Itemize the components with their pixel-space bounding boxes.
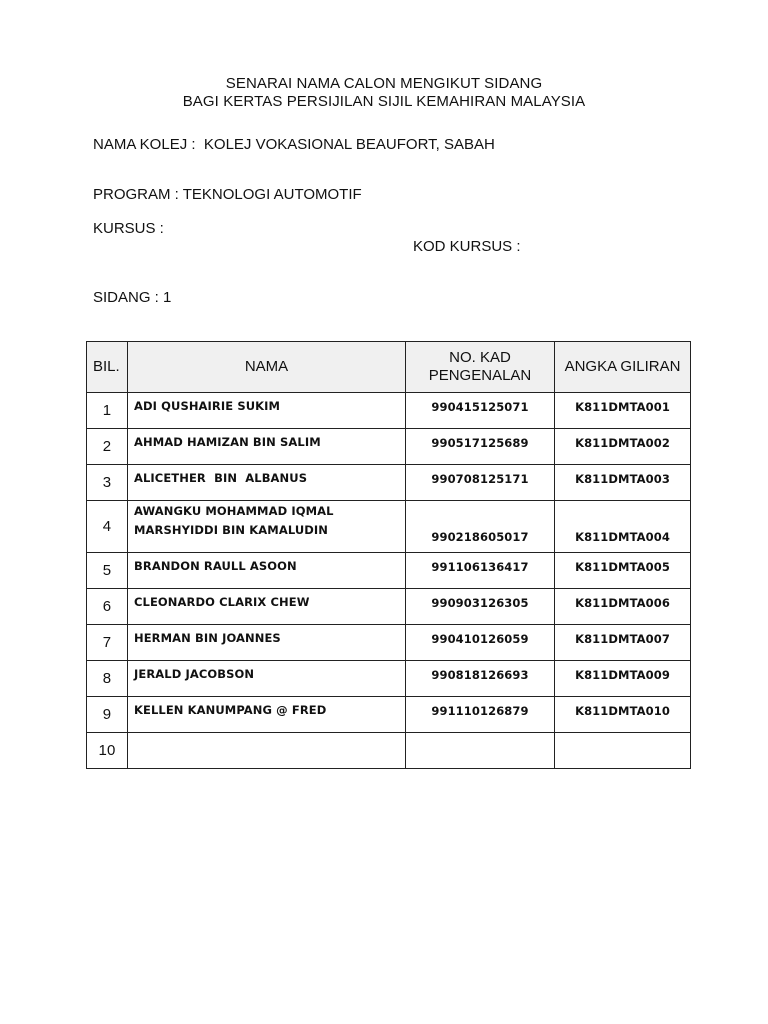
cell-nama-line-1: CLEONARDO CLARIX CHEW <box>134 595 310 609</box>
cell-ic: 990708125171 <box>406 465 555 501</box>
document-title-line-2: BAGI KERTAS PERSIJILAN SIJIL KEMAHIRAN MALAYSIA <box>182 93 586 110</box>
cell-angka-giliran: K811DMTA005 <box>555 553 691 589</box>
header-ic-line-2: PENGENALAN <box>428 367 532 384</box>
cell-ic: 990415125071 <box>406 393 555 429</box>
cell-angka-giliran: K811DMTA003 <box>555 465 691 501</box>
document-title-line-1: SENARAI NAMA CALON MENGIKUT SIDANG <box>225 75 543 92</box>
cell-angka-giliran: K811DMTA009 <box>555 661 691 697</box>
cell-nama <box>128 589 406 625</box>
nama-kolej-value: KOLEJ VOKASIONAL BEAUFORT, SABAH <box>203 136 495 153</box>
nama-kolej-label: NAMA KOLEJ : <box>93 136 196 153</box>
cell-nama <box>128 733 406 769</box>
cell-nama-line-1: HERMAN BIN JOANNES <box>134 631 281 645</box>
cell-bil: 5 <box>87 553 128 589</box>
cell-ic: 990410126059 <box>406 625 555 661</box>
cell-ic: 990818126693 <box>406 661 555 697</box>
cell-bil: 3 <box>87 465 128 501</box>
cell-angka-giliran: K811DMTA004 <box>555 501 691 553</box>
cell-nama <box>128 429 406 465</box>
cell-nama <box>128 661 406 697</box>
cell-nama-line-1: AHMAD HAMIZAN BIN SALIM <box>134 435 321 449</box>
cell-bil: 1 <box>87 393 128 429</box>
cell-bil: 6 <box>87 589 128 625</box>
header-ic <box>406 342 555 393</box>
cell-nama-line-2: MARSHYIDDI BIN KAMALUDIN <box>134 523 329 537</box>
header-bil: BIL. <box>87 342 128 393</box>
sidang-line <box>93 289 171 306</box>
table-row <box>87 589 691 625</box>
candidate-table <box>86 341 691 769</box>
cell-angka-giliran: K811DMTA006 <box>555 589 691 625</box>
sidang-value: 1 <box>163 289 172 306</box>
cell-bil: 7 <box>87 625 128 661</box>
cell-angka-giliran: K811DMTA010 <box>555 697 691 733</box>
cell-nama <box>128 625 406 661</box>
table-row <box>87 429 691 465</box>
cell-angka-giliran: K811DMTA002 <box>555 429 691 465</box>
cell-nama-line-1: BRANDON RAULL ASOON <box>134 559 297 573</box>
kursus-label: KURSUS : <box>93 220 164 237</box>
table-row <box>87 393 691 429</box>
cell-bil: 9 <box>87 697 128 733</box>
cell-angka-giliran: K811DMTA001 <box>555 393 691 429</box>
header-nama: NAMA <box>128 342 406 393</box>
cell-nama <box>128 501 406 553</box>
cell-angka-giliran <box>555 733 691 769</box>
cell-bil: 2 <box>87 429 128 465</box>
table-header-row <box>87 342 691 393</box>
table-row <box>87 733 691 769</box>
cell-bil: 10 <box>87 733 128 769</box>
header-ic-line-1: NO. KAD <box>449 349 511 366</box>
nama-kolej-line <box>93 136 495 153</box>
cell-ic: 990218605017 <box>406 501 555 553</box>
cell-nama-line-1: AWANGKU MOHAMMAD IQMAL <box>134 504 334 518</box>
program-value: TEKNOLOGI AUTOMOTIF <box>182 186 362 203</box>
table-row <box>87 553 691 589</box>
table-row <box>87 697 691 733</box>
header-angka-giliran: ANGKA GILIRAN <box>555 342 691 393</box>
cell-nama-line-1: ADI QUSHAIRIE SUKIM <box>134 399 281 413</box>
cell-nama <box>128 465 406 501</box>
cell-bil: 4 <box>87 501 128 553</box>
table-row <box>87 625 691 661</box>
cell-nama <box>128 393 406 429</box>
table-row <box>87 501 691 553</box>
cell-angka-giliran: K811DMTA007 <box>555 625 691 661</box>
cell-nama-line-1: JERALD JACOBSON <box>134 667 255 681</box>
cell-nama-line-1: KELLEN KANUMPANG @ FRED <box>134 703 327 717</box>
table-row <box>87 465 691 501</box>
cell-ic: 991110126879 <box>406 697 555 733</box>
cell-ic: 990903126305 <box>406 589 555 625</box>
program-label: PROGRAM : <box>93 186 179 203</box>
sidang-label: SIDANG : <box>93 289 159 306</box>
program-line <box>93 186 362 203</box>
cell-nama <box>128 697 406 733</box>
cell-nama-line-1: ALICETHER BIN ALBANUS <box>134 471 308 485</box>
kod-kursus-label: KOD KURSUS : <box>413 238 521 255</box>
cell-nama <box>128 553 406 589</box>
cell-bil: 8 <box>87 661 128 697</box>
cell-ic: 990517125689 <box>406 429 555 465</box>
cell-ic: 991106136417 <box>406 553 555 589</box>
table-row <box>87 661 691 697</box>
cell-ic <box>406 733 555 769</box>
